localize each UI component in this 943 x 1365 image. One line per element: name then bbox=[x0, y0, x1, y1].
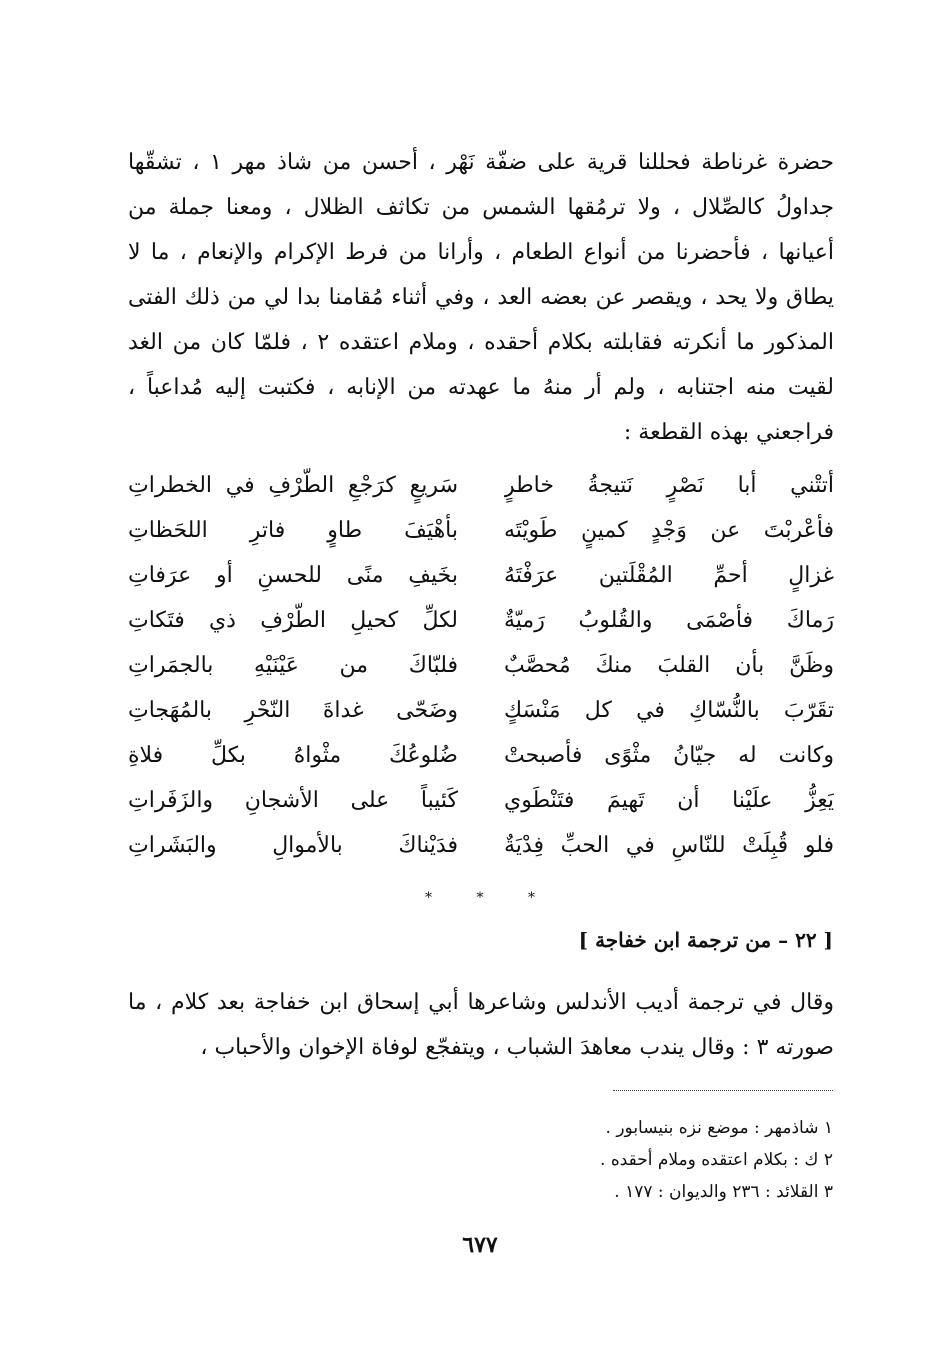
poem-verse-1 bbox=[128, 463, 834, 508]
first-hemistich: رَماكَ فأصْمَى والقُلوبُ رَميّةٌ bbox=[504, 608, 834, 633]
section-heading: [ ٢٢ – من ترجمة ابن خفاجة ] bbox=[578, 928, 833, 952]
second-hemistich: لكلِّ كحيلِ الطّرْفِ ذي فتَكاتِ bbox=[128, 608, 458, 633]
poem-verse-8 bbox=[128, 778, 834, 823]
footnote-divider bbox=[613, 1090, 833, 1091]
page-number: ٦٧٧ bbox=[462, 1232, 498, 1258]
second-hemistich: كَئيباً على الأشجانِ والزَفَراتِ bbox=[128, 788, 458, 813]
footnote-2: ٢ ك : بكلام اعتقده وملام أحقده . bbox=[600, 1150, 833, 1170]
poem-verse-5 bbox=[128, 643, 834, 688]
section-separator: * * * bbox=[425, 890, 555, 906]
second-hemistich: بأهْيَفَ طاوٍ فاترِ اللحَظاتِ bbox=[128, 518, 458, 543]
first-hemistich: غزالٍ أحمِّ المُقْلَتين عرَفْتَهُ bbox=[504, 563, 834, 588]
poem-verse-3 bbox=[128, 553, 834, 598]
prose-text: حضرة غرناطة فحللنا قرية على ضفّة نَهْر ، أحسن من شاذ مهر ١ ، تشقّها جداولُ كالصِّلال ، ولا ترمُقها الشمس من تكاثف الظلال ، ومعنا جملة من أعيانها ، فأحضرنا من أنواع الطعام ، وأرانا من فرط الإكرام والإنعام ، ما لا يطاق ولا يحد ، ويقصر عن بعضه العد ، وفي أثناء مُقامنا بدا لي من ذلك الفتى المذكور ما أنكرته فقابلته بكلام أحقده ، وملام اعتقده ٢ ، فلمّا كان من الغد لقيت منه اجتنابه ، ولم أر منهُ ما عهدته من الإنابه ، فكتبت إليه مُداعباً ، فراجعني بهذه القطعة : bbox=[128, 150, 834, 445]
first-hemistich: أتتْني أبا نَصْرٍ نَتيجةُ خاطرٍ bbox=[504, 473, 834, 498]
second-hemistich: ضُلوعُكَ مثْواهُ بكلِّ فلاةِ bbox=[128, 743, 458, 768]
first-hemistich: فلو قُبِلَتْ للنّاسِ في الحبِّ فِدْيَةٌ bbox=[504, 833, 834, 858]
poem-verse-7 bbox=[128, 733, 834, 778]
section-paragraph bbox=[128, 980, 834, 1070]
first-hemistich: وظَنَّ بأن القلبَ منكَ مُحصَّبٌ bbox=[504, 653, 834, 678]
poem bbox=[128, 463, 834, 868]
second-hemistich: بخَيفِ منًى للحسنِ أو عرَفاتِ bbox=[128, 563, 458, 588]
section-text: وقال في ترجمة أديب الأندلس وشاعرها أبي إسحاق ابن خفاجة بعد كلام ، ما صورته ٣ : وقال يندب معاهدَ الشباب ، ويتفجّع لوفاة الإخوان والأحباب ، bbox=[128, 990, 834, 1060]
poem-verse-4 bbox=[128, 598, 834, 643]
first-hemistich: وكانت له جيّانُ مثْوًى فأصبحتْ bbox=[504, 743, 834, 768]
footnote-3: ٣ القلائد : ٢٣٦ والديوان : ١٧٧ . bbox=[614, 1182, 833, 1202]
footnotes bbox=[333, 1112, 833, 1208]
poem-verse-6 bbox=[128, 688, 834, 733]
prose-paragraph bbox=[128, 140, 834, 455]
second-hemistich: فدَيْناكَ بالأموالِ والبَشَراتِ bbox=[128, 833, 458, 858]
first-hemistich: يَعِزُّ علَيْنا أن تَهيمَ فتَنْطَوي bbox=[504, 788, 834, 813]
poem-verse-9 bbox=[128, 823, 834, 868]
second-hemistich: سَريعٍ كرَجْعِ الطّرْفِ في الخطراتِ bbox=[128, 473, 458, 498]
second-hemistich: فلبّاكَ من عَيْنَيْهِ بالجمَراتِ bbox=[128, 653, 458, 678]
second-hemistich: وضَحّى غداةَ النّحْرِ بالمُهَجاتِ bbox=[128, 698, 458, 723]
poem-verse-2 bbox=[128, 508, 834, 553]
first-hemistich: تقَرّبَ بالنُّسّاكِ في كل مَنْسَكٍ bbox=[504, 698, 834, 723]
first-hemistich: فأعْربْتَ عن وَجْدٍ كمينٍ طَويْتَه bbox=[504, 518, 834, 543]
footnote-1: ١ شاذمهر : موضع نزه بنيسابور . bbox=[605, 1118, 833, 1138]
